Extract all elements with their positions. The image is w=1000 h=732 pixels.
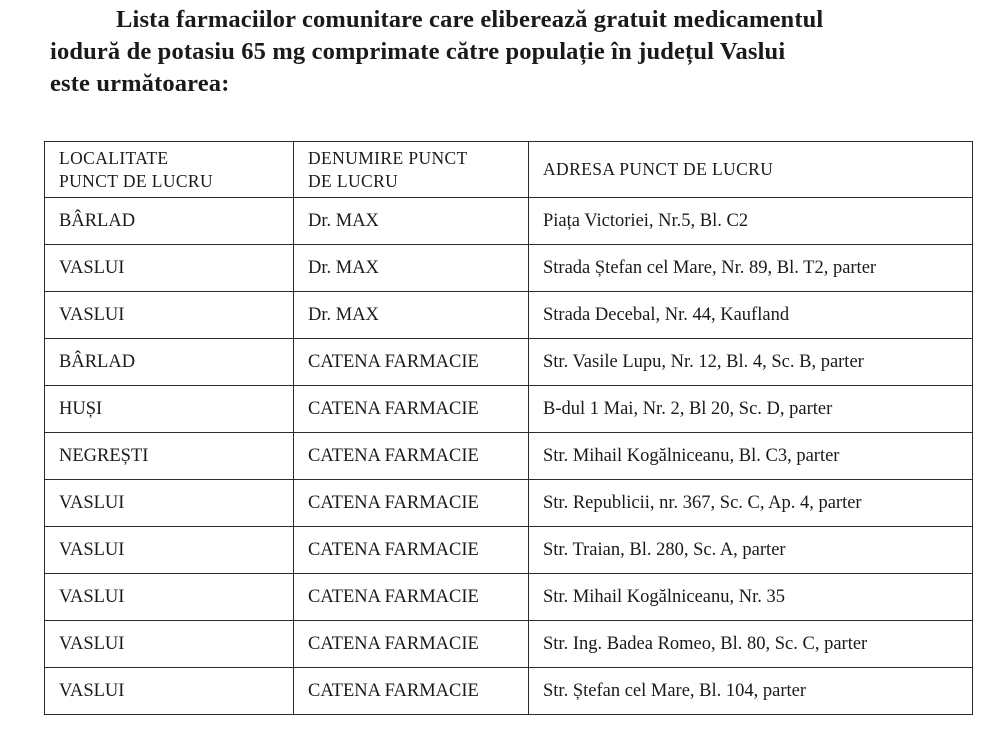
table-row [45, 433, 973, 480]
cell-adresa: Str. Mihail Kogălniceanu, Nr. 35 [529, 574, 973, 621]
heading-line-2: iodură de potasiu 65 mg comprimate către populație în județul Vaslui [50, 38, 786, 65]
cell-denumire: Dr. MAX [294, 292, 529, 339]
table-row [45, 386, 973, 433]
cell-adresa: Str. Republicii, nr. 367, Sc. C, Ap. 4, parter [529, 480, 973, 527]
cell-denumire: CATENA FARMACIE [294, 386, 529, 433]
cell-denumire: Dr. MAX [294, 245, 529, 292]
table-row [45, 339, 973, 386]
cell-localitate: BÂRLAD [45, 198, 294, 245]
table-body [45, 198, 973, 715]
cell-localitate: BÂRLAD [45, 339, 294, 386]
cell-denumire: CATENA FARMACIE [294, 527, 529, 574]
table-row [45, 668, 973, 715]
table-row [45, 480, 973, 527]
cell-denumire: CATENA FARMACIE [294, 668, 529, 715]
cell-adresa: Str. Vasile Lupu, Nr. 12, Bl. 4, Sc. B, parter [529, 339, 973, 386]
cell-denumire: CATENA FARMACIE [294, 574, 529, 621]
cell-denumire: CATENA FARMACIE [294, 339, 529, 386]
column-header-line: LOCALITATE [59, 147, 169, 168]
cell-adresa: Str. Traian, Bl. 280, Sc. A, parter [529, 527, 973, 574]
cell-adresa: Str. Ing. Badea Romeo, Bl. 80, Sc. C, parter [529, 621, 973, 668]
cell-adresa: Strada Ștefan cel Mare, Nr. 89, Bl. T2, parter [529, 245, 973, 292]
cell-adresa: B-dul 1 Mai, Nr. 2, Bl 20, Sc. D, parter [529, 386, 973, 433]
column-header-line: ADRESA PUNCT DE LUCRU [543, 159, 774, 179]
heading-line-1: Lista farmaciilor comunitare care eliberează gratuit medicamentul [116, 6, 824, 33]
cell-localitate: VASLUI [45, 480, 294, 527]
header-localitate [45, 142, 294, 198]
table-row [45, 527, 973, 574]
cell-denumire: Dr. MAX [294, 198, 529, 245]
document-heading [50, 4, 960, 100]
table-row [45, 292, 973, 339]
cell-denumire: CATENA FARMACIE [294, 433, 529, 480]
cell-localitate: VASLUI [45, 621, 294, 668]
table-header-row [45, 142, 973, 198]
table-row [45, 245, 973, 292]
cell-denumire: CATENA FARMACIE [294, 621, 529, 668]
table-row [45, 621, 973, 668]
heading-line-3: este următoarea: [50, 70, 230, 97]
cell-localitate: VASLUI [45, 245, 294, 292]
header-denumire [294, 142, 529, 198]
cell-localitate: HUȘI [45, 386, 294, 433]
cell-localitate: VASLUI [45, 527, 294, 574]
cell-localitate: VASLUI [45, 574, 294, 621]
cell-localitate: VASLUI [45, 292, 294, 339]
cell-adresa: Str. Ștefan cel Mare, Bl. 104, parter [529, 668, 973, 715]
table-row [45, 574, 973, 621]
column-header-line: PUNCT DE LUCRU [59, 170, 214, 191]
cell-localitate: VASLUI [45, 668, 294, 715]
cell-adresa: Strada Decebal, Nr. 44, Kaufland [529, 292, 973, 339]
header-adresa [529, 142, 973, 198]
column-header-line: DENUMIRE PUNCT [308, 147, 468, 168]
cell-adresa: Piața Victoriei, Nr.5, Bl. C2 [529, 198, 973, 245]
cell-adresa: Str. Mihail Kogălniceanu, Bl. C3, parter [529, 433, 973, 480]
pharmacy-table [44, 141, 973, 715]
table-row [45, 198, 973, 245]
column-header-line: DE LUCRU [308, 170, 399, 191]
cell-denumire: CATENA FARMACIE [294, 480, 529, 527]
cell-localitate: NEGREȘTI [45, 433, 294, 480]
